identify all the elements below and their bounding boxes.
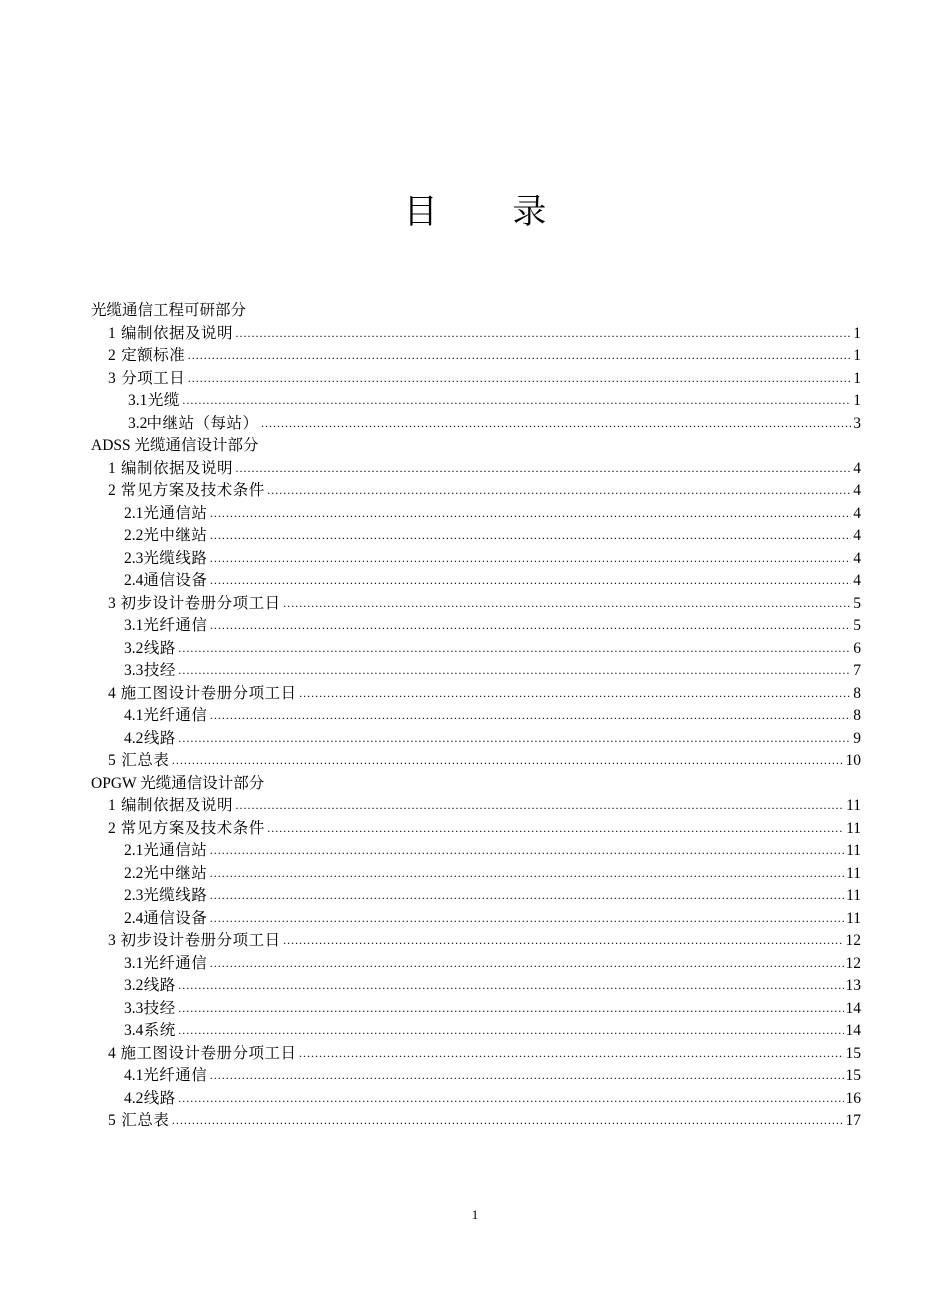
toc-entry[interactable]: [91, 593, 861, 616]
toc-entry[interactable]: [91, 840, 861, 863]
toc-entry-number: 3.3: [124, 999, 144, 1017]
toc-entry-page-number: 8: [853, 707, 861, 724]
toc-entry-title: 定额标准: [121, 347, 186, 364]
toc-entry-number: 4.2: [124, 1089, 144, 1107]
toc-entry-number: 3.2: [128, 414, 148, 432]
toc-entry-title: 初步设计卷册分项工日: [120, 594, 281, 612]
toc-entry-page-number: 17: [845, 1112, 861, 1129]
toc-entry-number: 4.1: [124, 707, 144, 724]
toc-entry[interactable]: [91, 728, 861, 751]
toc-dot-leader: [235, 457, 851, 480]
toc-entry-number: 2.3: [124, 549, 144, 567]
toc-entry[interactable]: [91, 323, 861, 346]
toc-entry-page-number: 1: [853, 369, 861, 387]
toc-entry-number: 4.2: [124, 729, 144, 747]
toc-dot-leader: [178, 997, 844, 1020]
toc-entry-number: 3.3: [124, 662, 144, 679]
toc-section-heading[interactable]: ADSS 光缆通信设计部分: [91, 437, 259, 454]
toc-entry-number: 3: [108, 369, 116, 387]
toc-entry-page-number: 14: [845, 999, 861, 1017]
toc-entry[interactable]: [91, 975, 861, 998]
toc-section-heading[interactable]: OPGW 光缆通信设计部分: [91, 774, 265, 792]
toc-entry-title: 光纤通信: [143, 954, 208, 972]
toc-dot-leader: [178, 659, 851, 682]
toc-entry-title: 初步设计卷册分项工日: [120, 932, 281, 949]
toc-entry-number: 5: [108, 752, 116, 769]
toc-entry-title: 光中继站: [143, 864, 208, 882]
toc-dot-leader: [182, 389, 851, 412]
toc-entry[interactable]: [91, 570, 861, 593]
toc-entry-number: 5: [108, 1112, 116, 1129]
toc-entry-page-number: 10: [845, 752, 861, 769]
toc-entry-title: 汇总表: [121, 1112, 170, 1129]
toc-dot-leader: [187, 367, 851, 390]
toc-entry-number: 2.2: [124, 864, 144, 882]
toc-entry-number: 3.1: [124, 617, 144, 634]
toc-entry-title: 汇总表: [121, 752, 170, 769]
toc-entry-number: 2.4: [124, 572, 144, 589]
toc-dot-leader: [209, 502, 851, 525]
toc-entry-title: 施工图设计卷册分项工日: [120, 684, 297, 702]
toc-entry-page-number: 9: [853, 729, 861, 747]
toc-entry-title: 中继站（每站）: [146, 414, 259, 432]
toc-entry-title: 光纤通信: [143, 1067, 208, 1084]
toc-entry[interactable]: [91, 413, 861, 436]
toc-entry[interactable]: [91, 818, 861, 841]
toc-entry[interactable]: [91, 908, 861, 931]
toc-entry-title: 编制依据及说明: [120, 797, 233, 814]
toc-entry[interactable]: [91, 368, 861, 391]
toc-dot-leader: [209, 839, 844, 862]
toc-dot-leader: [299, 1042, 844, 1065]
toc-entry[interactable]: [91, 1110, 861, 1133]
toc-entry[interactable]: [91, 998, 861, 1021]
toc-entry-page-number: 5: [853, 594, 861, 612]
toc-entry-title: 通信设备: [143, 909, 208, 927]
toc-entry[interactable]: [91, 345, 861, 368]
toc-entry-number: 2.1: [124, 842, 144, 859]
toc-entry-title: 技经: [143, 662, 176, 679]
toc-entry-page-number: 1: [853, 347, 861, 364]
toc-entry-number: 2.2: [124, 527, 144, 544]
toc-entry[interactable]: [91, 1088, 861, 1111]
toc-dot-leader: [267, 479, 851, 502]
toc-dot-leader: [178, 637, 851, 660]
toc-entry-page-number: 4: [853, 459, 861, 477]
toc-dot-leader: [209, 547, 851, 570]
toc-entry-number: 3: [108, 932, 116, 949]
toc-entry-page-number: 11: [846, 909, 861, 927]
toc-entry[interactable]: [91, 480, 861, 503]
toc-entry-page-number: 3: [853, 414, 861, 432]
toc-entry-number: 1: [108, 324, 116, 342]
toc-dot-leader: [209, 524, 851, 547]
toc-entry-page-number: 11: [846, 797, 861, 814]
toc-entry-page-number: 15: [845, 1044, 861, 1062]
toc-dot-leader: [171, 749, 843, 772]
toc-entry-page-number: 4: [853, 527, 861, 544]
toc-entry[interactable]: [91, 660, 861, 683]
toc-entry-title: 线路: [143, 1089, 176, 1107]
toc-entry-number: 2.1: [124, 504, 144, 522]
toc-dot-leader: [178, 1019, 844, 1042]
toc-entry-title: 系统: [143, 1022, 176, 1039]
toc-entry[interactable]: [91, 503, 861, 526]
toc-entry-page-number: 11: [846, 887, 861, 904]
toc-entry-page-number: 12: [845, 932, 861, 949]
toc-entry-page-number: 1: [853, 392, 861, 409]
toc-entry-page-number: 13: [845, 977, 861, 994]
toc-entry[interactable]: [91, 750, 861, 773]
toc-entry-number: 3.2: [124, 639, 144, 657]
toc-entry-number: 4.1: [124, 1067, 144, 1084]
toc-entry-title: 光纤通信: [143, 617, 208, 634]
toc-entry[interactable]: [91, 683, 861, 706]
toc-entry-number: 3.4: [124, 1022, 144, 1039]
toc-dot-leader: [209, 1064, 843, 1087]
toc-dot-leader: [209, 952, 843, 975]
toc-entry-page-number: 15: [845, 1067, 861, 1084]
toc-dot-leader: [283, 592, 852, 615]
toc-entry[interactable]: [91, 1020, 861, 1043]
toc-dot-leader: [209, 862, 844, 885]
toc-entry-number: 2: [108, 819, 116, 837]
toc-entry-title: 施工图设计卷册分项工日: [120, 1044, 297, 1062]
toc-entry-page-number: 16: [845, 1089, 861, 1107]
toc-section-heading[interactable]: 光缆通信工程可研部分: [91, 302, 247, 319]
toc-entry-title: 分项工日: [121, 369, 186, 387]
toc-entry-title: 光通信站: [143, 504, 208, 522]
toc-entry-page-number: 4: [853, 572, 861, 589]
toc-dot-leader: [267, 817, 844, 840]
toc-entry-page-number: 7: [853, 662, 861, 679]
toc-dot-leader: [171, 1109, 843, 1132]
toc-entry-number: 2: [108, 482, 116, 499]
toc-entry-number: 4: [108, 1044, 116, 1062]
toc-entry-title: 编制依据及说明: [120, 324, 233, 342]
toc-entry-title: 通信设备: [143, 572, 208, 589]
toc-dot-leader: [209, 614, 851, 637]
toc-entry-title: 光中继站: [143, 527, 208, 544]
toc-entry[interactable]: [91, 615, 861, 638]
toc-entry-page-number: 5: [853, 617, 861, 634]
toc-dot-leader: [283, 929, 844, 952]
page-title: 目 录: [403, 192, 579, 232]
toc-dot-leader: [187, 344, 851, 367]
toc-entry-title: 编制依据及说明: [120, 459, 233, 477]
toc-entry-title: 光缆线路: [143, 887, 208, 904]
toc-entry[interactable]: [91, 548, 861, 571]
toc-dot-leader: [178, 974, 844, 997]
toc-entry-number: 2.3: [124, 887, 144, 904]
toc-dot-leader: [261, 412, 852, 435]
toc-entry[interactable]: [91, 863, 861, 886]
toc-entry[interactable]: [91, 795, 861, 818]
toc-entry[interactable]: [91, 885, 861, 908]
toc-entry[interactable]: [91, 390, 861, 413]
toc-entry-page-number: 11: [846, 842, 861, 859]
toc-entry-number: 2: [108, 347, 116, 364]
toc-dot-leader: [178, 727, 851, 750]
toc-entry-title: 常见方案及技术条件: [120, 819, 265, 837]
table-of-contents: [91, 300, 861, 1133]
toc-entry-title: 线路: [143, 729, 176, 747]
toc-entry-number: 3.1: [128, 392, 148, 409]
toc-entry-page-number: 12: [845, 954, 861, 972]
toc-entry-page-number: 1: [853, 324, 861, 342]
toc-section: [91, 300, 861, 435]
toc-entry-title: 光纤通信: [143, 707, 208, 724]
toc-entry-page-number: 11: [846, 864, 861, 882]
toc-entry-number: 1: [108, 797, 116, 814]
toc-entry[interactable]: [91, 705, 861, 728]
toc-entry-page-number: 4: [853, 549, 861, 567]
toc-entry-title: 光缆: [147, 392, 180, 409]
toc-entry-title: 常见方案及技术条件: [120, 482, 265, 499]
toc-entry-number: 3.2: [124, 977, 144, 994]
toc-entry-page-number: 4: [853, 504, 861, 522]
toc-dot-leader: [235, 322, 851, 345]
toc-entry-title: 线路: [143, 977, 176, 994]
toc-dot-leader: [209, 569, 851, 592]
toc-entry-number: 3: [108, 594, 116, 612]
toc-entry-page-number: 8: [853, 684, 861, 702]
toc-entry-number: 4: [108, 684, 116, 702]
toc-entry-number: 3.1: [124, 954, 144, 972]
toc-entry[interactable]: [91, 1065, 861, 1088]
toc-entry-title: 线路: [143, 639, 176, 657]
toc-entry-page-number: 11: [846, 819, 861, 837]
toc-entry[interactable]: [91, 638, 861, 661]
toc-dot-leader: [178, 1087, 844, 1110]
toc-entry-page-number: 6: [853, 639, 861, 657]
toc-entry-title: 技经: [143, 999, 176, 1017]
toc-section: [91, 773, 861, 1133]
toc-dot-leader: [209, 884, 844, 907]
toc-entry[interactable]: [91, 953, 861, 976]
toc-entry-number: 1: [108, 459, 116, 477]
toc-section: [91, 435, 861, 773]
toc-dot-leader: [209, 704, 851, 727]
toc-dot-leader: [235, 794, 844, 817]
toc-entry-page-number: 14: [845, 1022, 861, 1039]
toc-entry[interactable]: [91, 525, 861, 548]
toc-dot-leader: [299, 682, 852, 705]
toc-entry[interactable]: [91, 1043, 861, 1066]
toc-entry-title: 光缆线路: [143, 549, 208, 567]
page-number: 1: [471, 1207, 479, 1222]
toc-dot-leader: [209, 907, 844, 930]
toc-entry-page-number: 4: [853, 482, 861, 499]
toc-entry-number: 2.4: [124, 909, 144, 927]
toc-entry[interactable]: [91, 458, 861, 481]
toc-entry-title: 光通信站: [143, 842, 208, 859]
toc-entry[interactable]: [91, 930, 861, 953]
